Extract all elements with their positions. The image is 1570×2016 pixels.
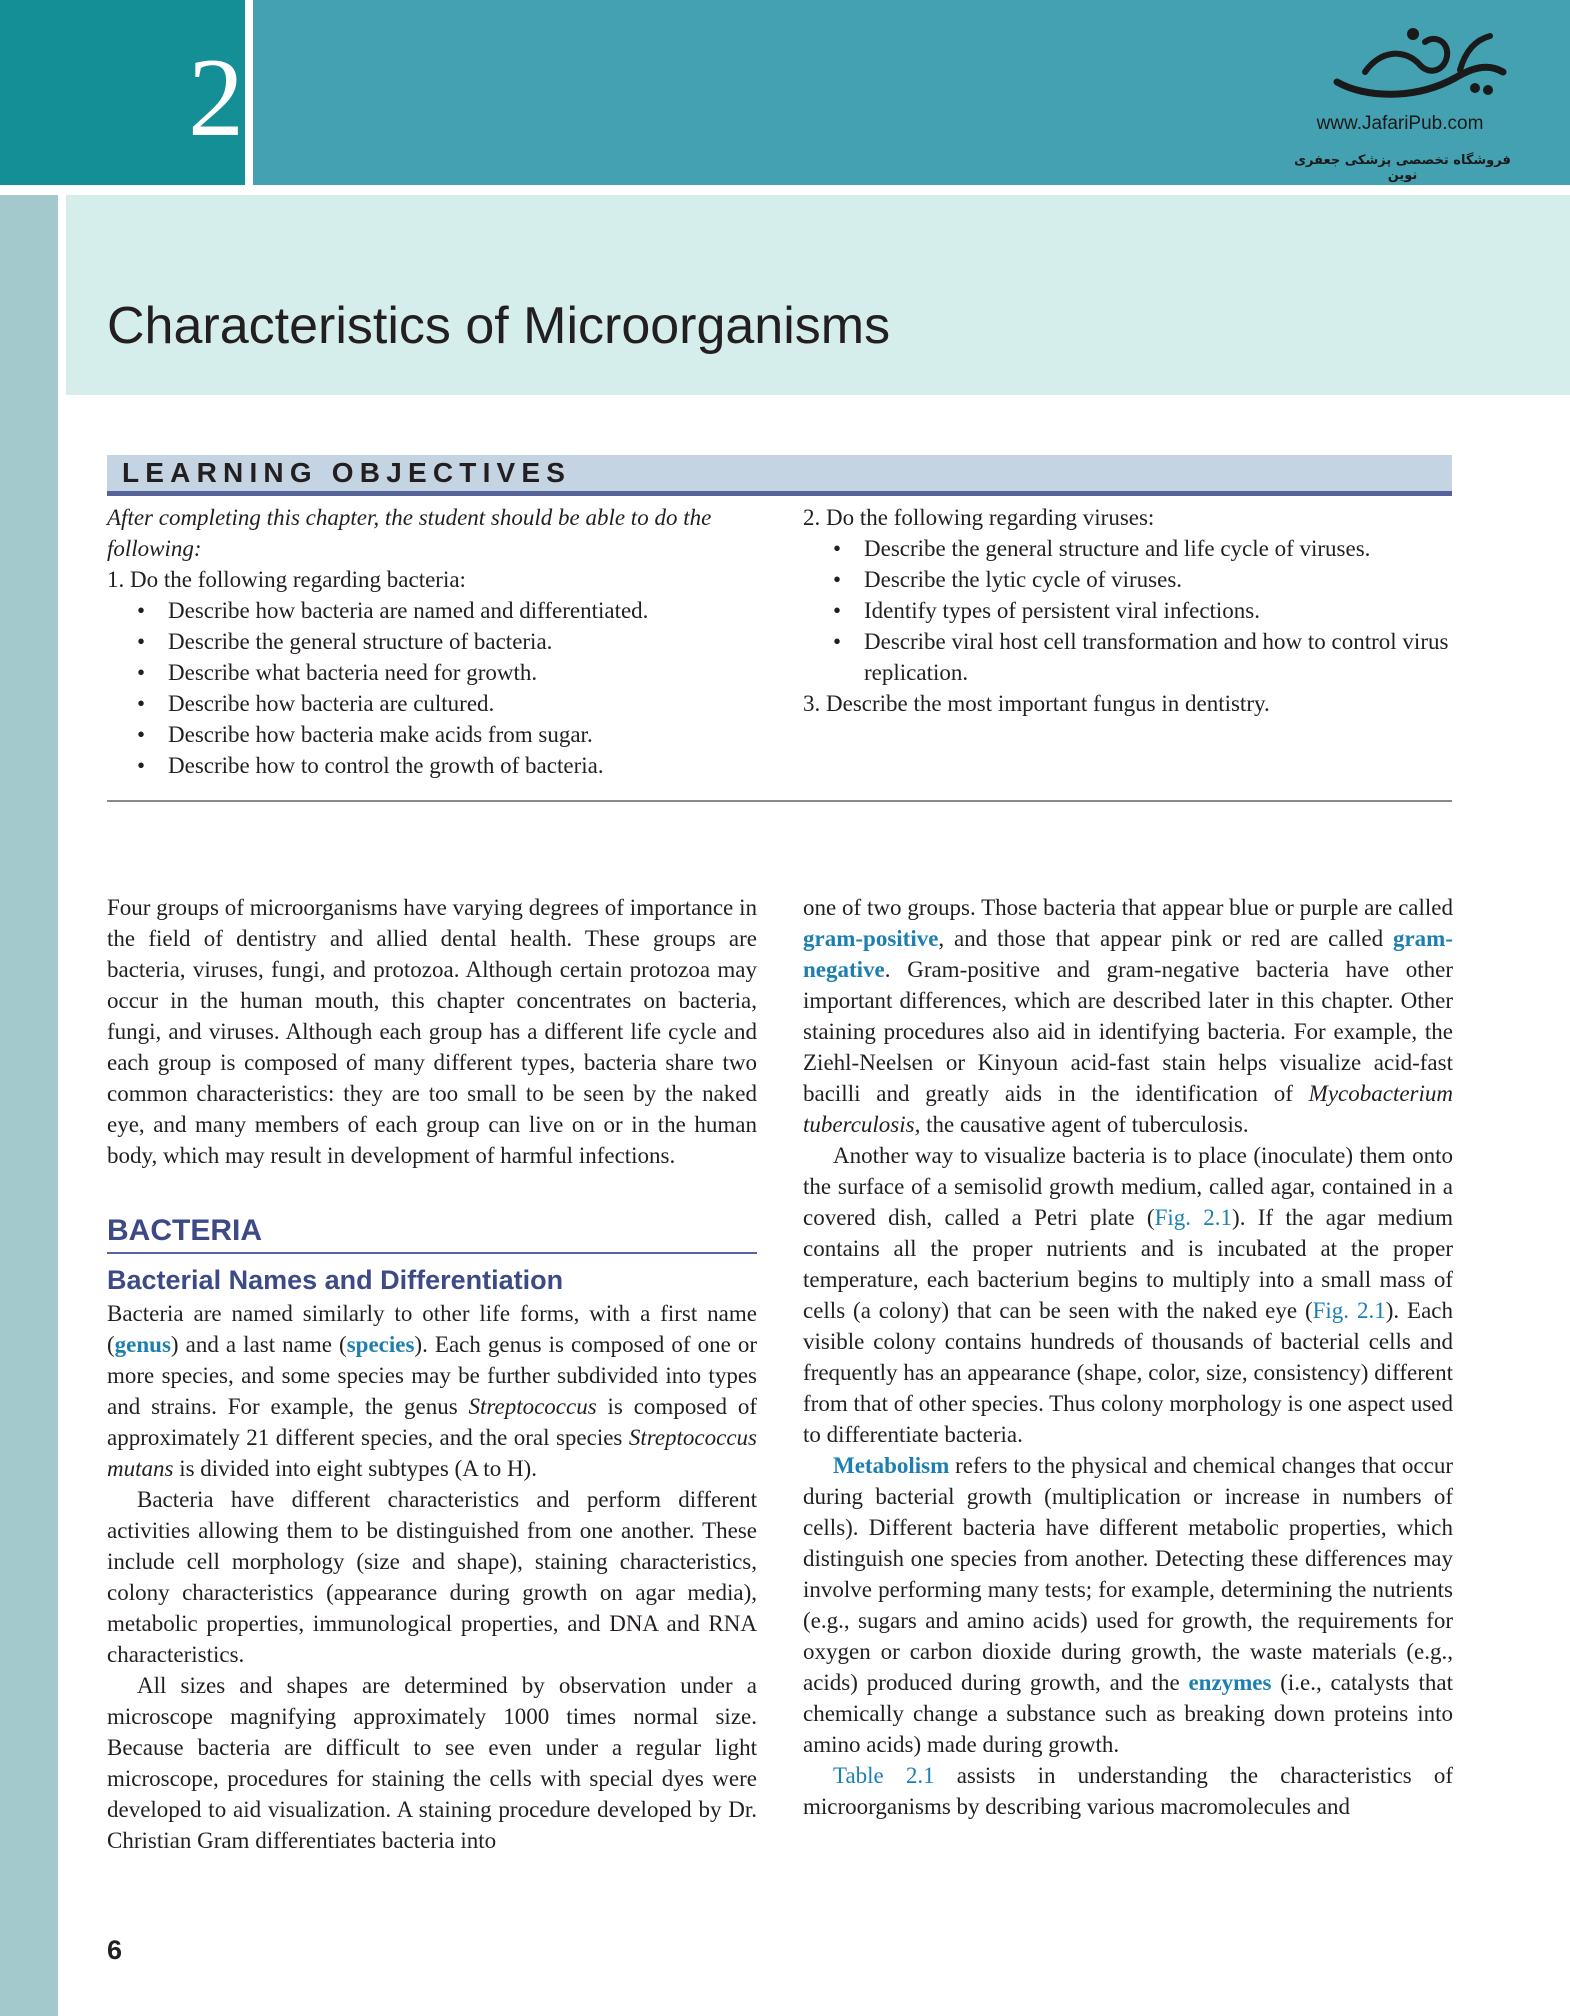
- subsection-heading-names: Bacterial Names and Differentiation: [107, 1265, 564, 1295]
- objective-bullet: • Describe how bacteria are named and differentiated.: [137, 598, 649, 623]
- paragraph-metabolism: Metabolism refers to the physical and chemical changes that occur during bacterial growth (multiplication or increase in numbers of cells). Different bacteria have different metabolic properties, which distinguish one species from another. Detecting these differences may involve performing many tests; for example, determining the nutrients (e.g., sugars and amino acids) used for growth, the requirements for oxygen or carbon dioxide during growth, the waste materials (e.g., acids) produced during growth, and the enzymes (i.e., catalysts that chemically change a substance such as breaking down proteins into amino acids) made during growth.: [803, 1453, 1453, 1757]
- objective-bullet: • Describe what bacteria need for growth.: [137, 660, 538, 685]
- paragraph-agar: Another way to visualize bacteria is to place (inoculate) them onto the surface of a semisolid growth medium, called agar, contained in a covered dish, called a Petri plate (Fig. 2.1). If the agar medium contains all the proper nutrients and is incubated at the proper temperature, each bacterium begins to multiply into a small mass of cells (a colony) that can be seen with the naked eye (Fig. 2.1). Each visible colony contains hundreds of thousands of bacterial cells and frequently has an appearance (shape, color, size, consistency) different from that of other species. Thus colony morphology is one aspect used to differentiate bacteria.: [803, 1143, 1454, 1447]
- objective-bullet: • Describe how to control the growth of bacteria.: [137, 753, 604, 778]
- body-right-column: [803, 892, 1453, 1822]
- figure-reference-link[interactable]: Fig. 2.1: [1154, 1205, 1233, 1230]
- objective-item-2: 2. Do the following regarding viruses:: [803, 505, 1155, 530]
- objective-bullet: • Describe the general structure of bacteria.: [137, 629, 553, 654]
- objectives-right-column: [803, 502, 1463, 719]
- chapter-title: Characteristics of Microorganisms: [107, 297, 891, 355]
- keyword-genus: genus: [114, 1332, 171, 1357]
- paragraph-names: Bacteria are named similarly to other life forms, with a first name (genus) and a last name (species). Each genus is composed of one or more species, and some species may be further subdivided into types and strains. For example, the genus Streptococcus is composed of approximately 21 different species, and the oral species Streptococcus mutans is divided into eight subtypes (A to H).: [107, 1301, 757, 1481]
- objective-1-bullets: [107, 595, 767, 781]
- objective-bullet: • Identify types of persistent viral infections.: [833, 598, 1261, 623]
- objectives-intro: After completing this chapter, the student should be able to do the following:: [107, 505, 712, 561]
- objective-item-1: 1. Do the following regarding bacteria:: [107, 567, 466, 592]
- objective-bullet: • Describe the lytic cycle of viruses.: [833, 567, 1183, 592]
- chapter-number: 2: [188, 36, 244, 160]
- side-strip: [0, 195, 58, 2016]
- objectives-bar-rule: [107, 491, 1452, 496]
- objectives-heading: LEARNING OBJECTIVES: [122, 457, 572, 488]
- title-band: [66, 195, 1570, 395]
- paragraph-table-ref: Table 2.1 assists in understanding the characteristics of microorganisms by describing various macromolecules and: [803, 1763, 1453, 1819]
- table-reference-link[interactable]: Table 2.1: [833, 1763, 935, 1788]
- keyword-enzymes: enzymes: [1188, 1670, 1272, 1695]
- objectives-left-column: [107, 502, 767, 781]
- objectives-bottom-rule: [107, 800, 1452, 802]
- keyword-gram-positive: gram-positive: [803, 926, 939, 951]
- keyword-metabolism: Metabolism: [833, 1453, 950, 1478]
- intro-paragraph: Four groups of microorganisms have varying degrees of importance in the field of dentistry and allied dental health. These groups are bacteria, viruses, fungi, and protozoa. Although certain protozoa may occur in the human mouth, this chapter concentrates on bacteria, fungi, and viruses. Although each group has a different life cycle and each group is composed of many different types, bacteria share two common characteristics: they are too small to be seen by the naked eye, and many members of each group can live on or in the human body, which may result in development of harmful infections.: [107, 895, 757, 1168]
- keyword-species: species: [346, 1332, 415, 1357]
- section-heading-bacteria: BACTERIA: [107, 1214, 757, 1254]
- objective-bullet: • Describe viral host cell transformation and how to control virus replication.: [833, 629, 1449, 685]
- page-number: 6: [107, 1935, 123, 1965]
- keyword-gram-negative: gram-negative: [803, 926, 1453, 982]
- publisher-logo: [1294, 20, 1540, 183]
- paragraph-gram: one of two groups. Those bacteria that appear blue or purple are called gram-positive, and those that appear pink or red are called gram-negative. Gram-positive and gram-negative bacteria have other important differences, which are described later in this chapter. Other staining procedures also aid in identifying bacteria. For example, the Ziehl-Neelsen or Kinyoun acid-fast stain helps visualize acid-fast bacilli and greatly aids in the identification of Mycobacterium tuberculosis, the causative agent of tuberculosis.: [803, 895, 1453, 1137]
- paragraph-staining: All sizes and shapes are determined by observation under a microscope magnifying approximately 1000 times normal size. Because bacteria are difficult to see even under a regular light microscope, procedures for staining the cells with special dyes were developed to aid visualization. A staining procedure developed by Dr. Christian Gram differentiates bacteria into: [107, 1673, 757, 1853]
- objective-2-bullets: [803, 533, 1463, 688]
- paragraph-characteristics: Bacteria have different characteristics and perform different activities allowing them to be distinguished from one another. These include cell morphology (size and shape), staining characteristics, colony characteristics (appearance during growth on agar media), metabolic properties, immunological properties, and DNA and RNA characteristics.: [107, 1487, 757, 1667]
- logo-subtitle: فروشگاه تخصصی پزشکی جعفری نوین: [1294, 153, 1511, 183]
- logo-url: www.JafariPub.com: [1316, 113, 1484, 134]
- body-left-column: [107, 892, 757, 1856]
- objective-item-3: 3. Describe the most important fungus in dentistry.: [803, 691, 1270, 716]
- objective-bullet: • Describe how bacteria make acids from sugar.: [137, 722, 593, 747]
- objective-bullet: • Describe the general structure and life cycle of viruses.: [833, 536, 1371, 561]
- objective-bullet: • Describe how bacteria are cultured.: [137, 691, 495, 716]
- figure-reference-link[interactable]: Fig. 2.1: [1312, 1298, 1386, 1323]
- logo-calligraphy-icon: [1325, 20, 1515, 110]
